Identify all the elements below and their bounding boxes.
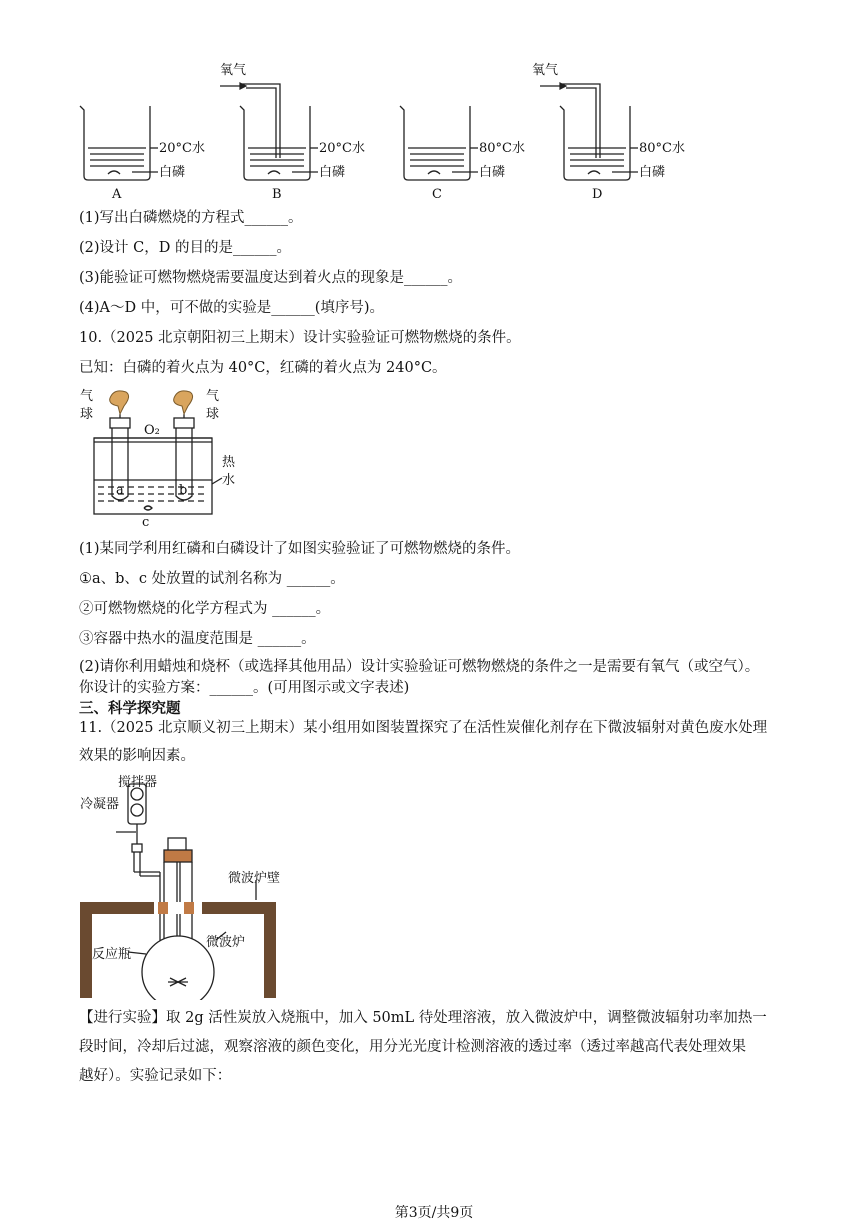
beaker-c-water: 80°C水: [479, 141, 525, 156]
oxygen-label-d: 氧气: [532, 63, 559, 78]
beaker-c-phos: 白磷: [479, 165, 506, 180]
beaker-d-phos: 白磷: [639, 165, 666, 180]
label-c: c: [142, 515, 150, 530]
q10-sub1: (1)某同学利用红磷和白磷设计了如图实验验证了可燃物燃烧的条件。: [79, 541, 521, 557]
beaker-a-water: 20°C水: [159, 141, 205, 156]
label-b: b: [179, 483, 188, 498]
svg-text:气: 气: [206, 389, 220, 404]
q11-title-line1: 11.（2025 北京顺义初三上期末）某小组用如图装置探究了在活性炭催化剂存在下微波辐射对黄色废水处理: [79, 720, 768, 736]
oxygen-label-b: 氧气: [220, 63, 247, 78]
q10-title: 10.（2025 北京朝阳初三上期末）设计实验验证可燃物燃烧的条件。: [79, 330, 521, 346]
beaker-d-letter: D: [592, 187, 603, 202]
o2-label: O₂: [144, 423, 160, 438]
water-bath-figure: [78, 384, 248, 532]
flask-label: 反应瓶: [92, 947, 132, 962]
q10-sub1c: ③容器中热水的温度范围是 ______。: [79, 631, 316, 647]
q10-known: 已知：白磷的着火点为 40°C，红磷的着火点为 240°C。: [79, 360, 447, 376]
beakers-figure: [70, 58, 710, 203]
q11-para-line1: 【进行实验】取 2g 活性炭放入烧瓶中，加入 50mL 待处理溶液，放入微波炉中，调整微波辐射功率加热一: [79, 1010, 767, 1026]
svg-text:水: 水: [222, 473, 236, 488]
q9-sub2: (2)设计 C，D 的目的是______。: [79, 240, 291, 256]
balloon-label-left: 气: [80, 389, 94, 404]
q10-sub1b: ②可燃物燃烧的化学方程式为 ______。: [79, 601, 331, 617]
svg-text:热: 热: [222, 455, 236, 470]
beaker-b-letter: B: [272, 187, 282, 202]
beaker-a-letter: A: [112, 187, 122, 202]
q11-para-line2: 段时间，冷却后过滤，观察溶液的颜色变化，用分光光度计检测溶液的透过率（透过率越高代表处理效果: [79, 1039, 746, 1055]
q11-title-line2: 效果的影响因素。: [79, 748, 195, 764]
q9-sub4: (4)A～D 中，可不做的实验是______(填序号)。: [79, 300, 385, 316]
q9-sub3: (3)能验证可燃物燃烧需要温度达到着火点的现象是______。: [79, 270, 463, 286]
beaker-c-letter: C: [432, 187, 442, 202]
stirrer-label: 搅拌器: [118, 775, 158, 790]
beaker-a-phos: 白磷: [159, 165, 186, 180]
oven-wall-label: 微波炉壁: [228, 871, 281, 886]
q10-sub2b: 你设计的实验方案：______。(可用图示或文字表述): [79, 680, 410, 696]
microwave-reactor-figure: [76, 772, 306, 1000]
label-a: a: [116, 483, 124, 498]
q9-sub1: (1)写出白磷燃烧的方程式______。: [79, 210, 303, 226]
oven-label: 微波炉: [206, 935, 246, 950]
page-footer: 第3页/共9页: [394, 1205, 474, 1221]
svg-text:球: 球: [206, 407, 220, 422]
beaker-b-phos: 白磷: [319, 165, 346, 180]
q11-para-line3: 越好）。实验记录如下：: [79, 1068, 232, 1084]
svg-text:球: 球: [80, 407, 94, 422]
beaker-d-water: 80°C水: [639, 141, 685, 156]
beaker-b-water: 20°C水: [319, 141, 365, 156]
q10-sub2: (2)请你利用蜡烛和烧杯（或选择其他用品）设计实验验证可燃物燃烧的条件之一是需要有氧气（或空气）。: [79, 659, 760, 675]
q10-sub1a: ①a、b、c 处放置的试剂名称为 ______。: [79, 571, 345, 587]
section-heading: 三、科学探究题: [79, 700, 181, 717]
condenser-label: 冷凝器: [80, 797, 120, 812]
